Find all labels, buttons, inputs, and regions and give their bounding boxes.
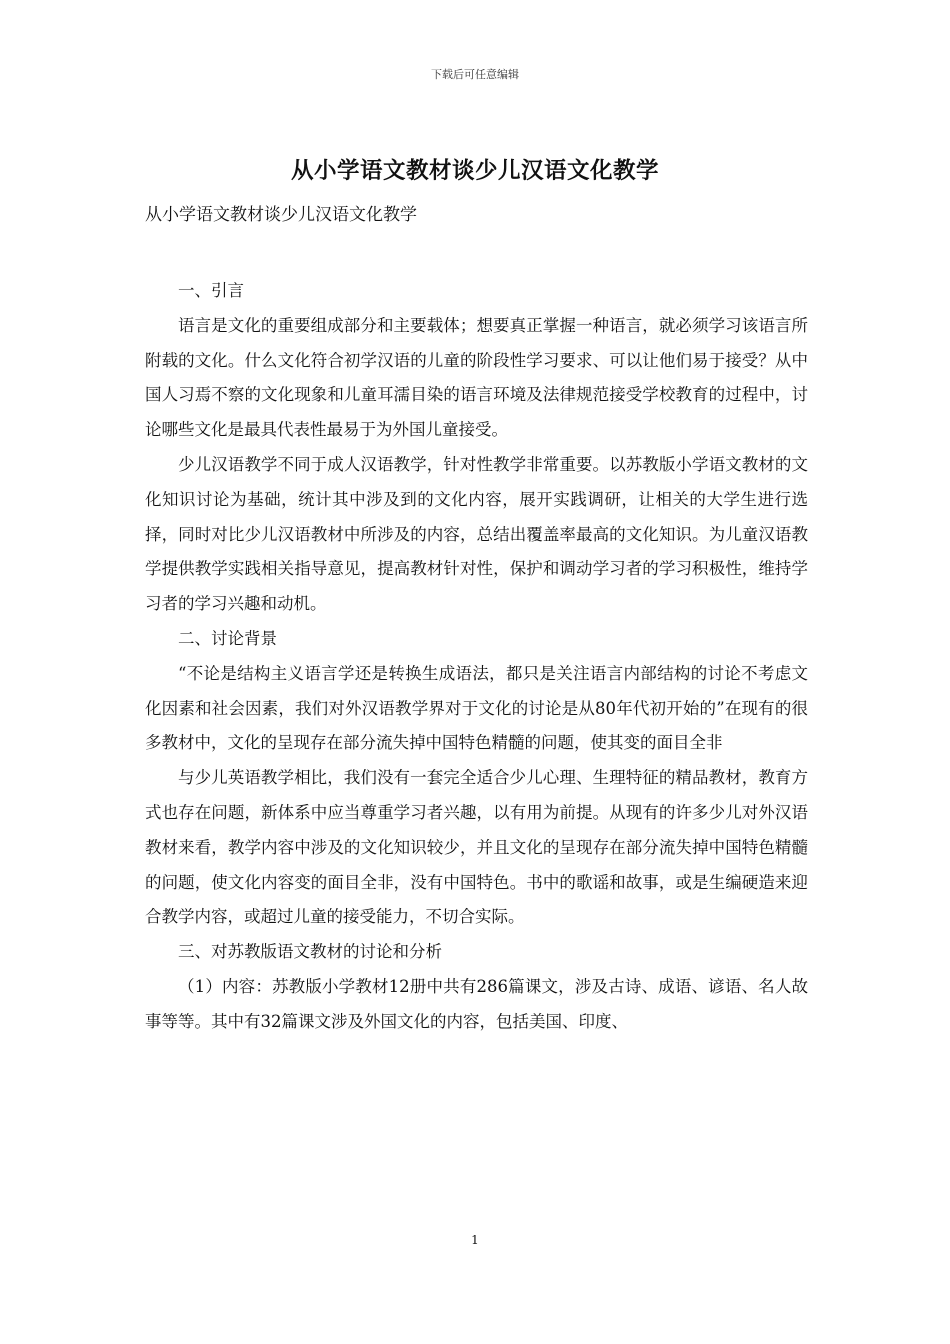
paragraph: 少儿汉语教学不同于成人汉语教学，针对性教学非常重要。以苏教版小学语文教材的文化知识讨论为基础，统计其中涉及到的文化内容，展开实践调研，让相关的大学生进行选择，同时对比少儿汉语教材中所涉及的内容，总结出覆盖率最高的文化知识。为儿童汉语教学提供教学实践相关指导意见，提高教材针对性，保护和调动学习者的学习积极性，维持学习者的学习兴趣和动机。 — [145, 454, 808, 614]
document-subtitle: 从小学语文教材谈少儿汉语文化教学 — [145, 205, 417, 225]
header-note: 下载后可任意编辑 — [431, 68, 519, 81]
section-heading-background: 二、讨论背景 — [178, 628, 277, 648]
section-heading-analysis: 三、对苏教版语文教材的讨论和分析 — [178, 942, 442, 962]
document-title: 从小学语文教材谈少儿汉语文化教学 — [290, 158, 659, 184]
section-heading-introduction: 一、引言 — [178, 281, 244, 300]
paragraph: “不论是结构主义语言学还是转换生成语法，都只是关注语言内部结构的讨论不考虑文化因素和社会因素，我们对外汉语教学界对于文化的讨论是从80年代初开始的”在现有的很多教材中，文化的呈现存在部分流失掉中国特色精髓的问题，使其变的面目全非 — [145, 663, 808, 753]
document-body — [145, 274, 808, 1040]
paragraph: 与少儿英语教学相比，我们没有一套完全适合少儿心理、生理特征的精品教材，教育方式也存在问题，新体系中应当尊重学习者兴趣，以有用为前提。从现有的许多少儿对外汉语教材来看，教学内容中涉及的文化知识较少，并且文化的呈现存在部分流失掉中国特色精髓的问题，使文化内容变的面目全非，没有中国特色。书中的歌谣和故事，或是生编硬造来迎合教学内容，或超过儿童的接受能力，不切合实际。 — [145, 768, 808, 927]
paragraph: 语言是文化的重要组成部分和主要载体；想要真正掌握一种语言，就必须学习该语言所附载的文化。什么文化符合初学汉语的儿童的阶段性学习要求、可以让他们易于接受？从中国人习焉不察的文化现象和儿童耳濡目染的语言环境及法律规范接受学校教育的过程中，讨论哪些文化是最具代表性最易于为外国儿童接受。 — [145, 315, 808, 440]
page-number: 1 — [471, 1233, 479, 1247]
paragraph: （1）内容：苏教版小学教材12册中共有286篇课文，涉及古诗、成语、谚语、名人故事等等。其中有32篇课文涉及外国文化的内容，包括美国、印度、 — [145, 976, 808, 1031]
